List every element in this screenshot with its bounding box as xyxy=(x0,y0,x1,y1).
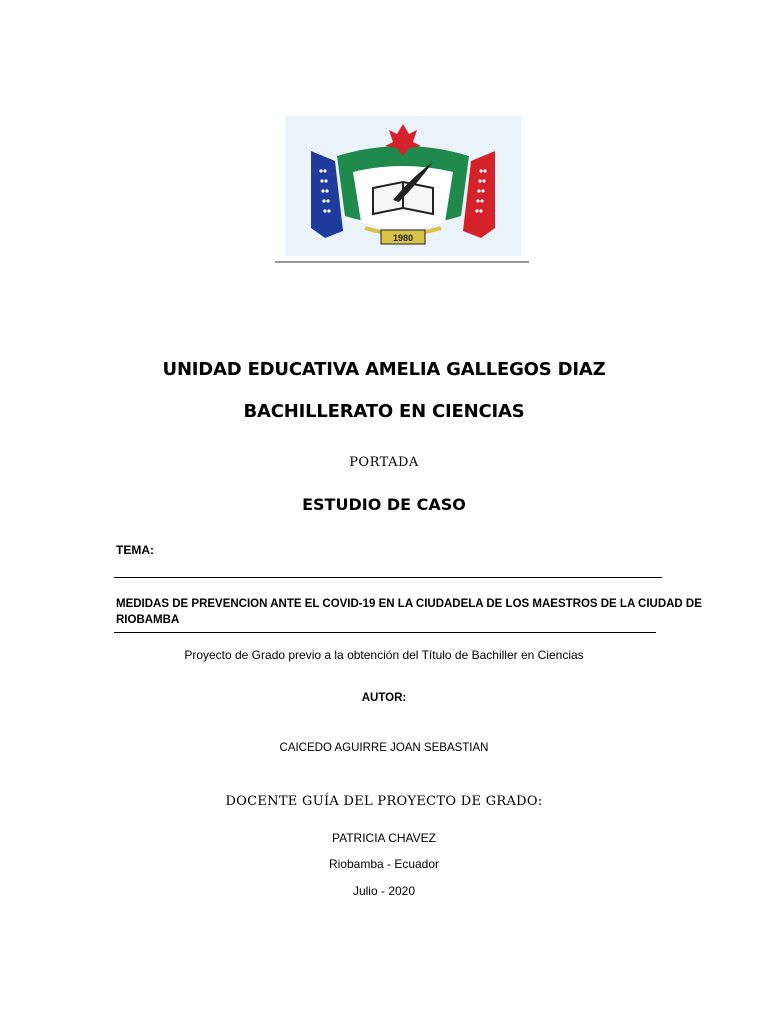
tema-label: TEMA: xyxy=(116,543,154,557)
crest-icon xyxy=(305,116,501,256)
program-title: BACHILLERATO EN CIENCIAS xyxy=(243,401,525,422)
author-label: AUTOR: xyxy=(361,692,407,704)
advisor-name: PATRICIA CHAVEZ xyxy=(331,831,436,845)
author-name: CAICEDO AGUIRRE JOAN SEBASTIAN xyxy=(279,742,489,754)
tema-text: MEDIDAS DE PREVENCION ANTE EL COVID-19 EN LA CIUDADELA DE LOS MAESTROS DE LA CIUDAD DE RIOBAMBA xyxy=(116,598,702,626)
date: Julio - 2020 xyxy=(352,884,416,898)
location: Riobamba - Ecuador xyxy=(328,857,440,871)
project-description: Proyecto de Grado previo a la obtención del Título de Bachiller en Ciencias xyxy=(184,648,584,662)
logo-divider xyxy=(275,261,529,263)
advisor-label: DOCENTE GUÍA DEL PROYECTO DE GRADO: xyxy=(225,794,543,809)
study-type-heading: ESTUDIO DE CASO xyxy=(302,495,466,514)
school-logo xyxy=(275,106,529,264)
tema-rule-bottom xyxy=(114,632,656,633)
crest-year: 1980 xyxy=(392,233,414,243)
tema-rule-top xyxy=(114,577,662,578)
institution-title: UNIDAD EDUCATIVA AMELIA GALLEGOS DIAZ xyxy=(162,359,606,380)
portada-heading: PORTADA xyxy=(349,455,419,470)
